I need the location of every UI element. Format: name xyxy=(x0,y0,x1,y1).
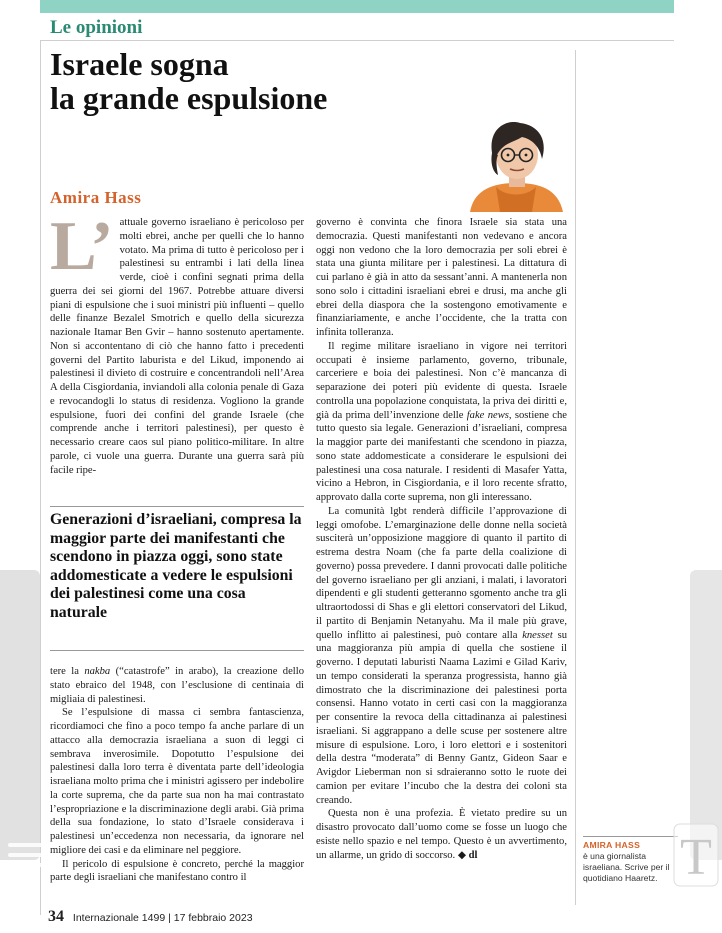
page-footer xyxy=(48,908,253,926)
paragraph: Se l’espulsione di massa ci sembra fantascienza, ricordiamoci che fino a poco tempo fa anche parlare di un attacco alla democrazia israeliana a suon di leggi ci sembrava inverosimile. Dopotutto l’espulsione dei palestinesi dalla loro terra è diventata parte dell’ideologia israeliana molto prima che i ministri agissero per indebolire la corte suprema, che da parte sua non ha mai contrastato l’espropriazione e la discriminazione degli arabi. Già prima della sua fondazione, lo stato d’Israele considerava i palestinesi un’eccedenza non necessaria, da ignorare nel migliore dei casi e da eliminare nel peggiore. xyxy=(50,707,304,856)
end-mark: ◆ dl xyxy=(457,849,478,861)
article-column-a-continued xyxy=(50,665,304,885)
author-byline: Amira Hass xyxy=(50,188,142,207)
author-portrait-illustration xyxy=(466,117,566,212)
paragraph: attuale governo israeliano è pericoloso per molti ebrei, anche per quelli che lo hanno votato. Ma prima di tutto è pericoloso per i palestinesi su entrambi i lati della linea verde, cioè i confini segnati prima della guerra dei sei giorni del 1967. Potrebbe attuare diversi piani di espulsione che i suoi ministri più influenti – quello delle finanze Bezalel Smotrich e quello della sicurezza nazionale Itamar Ben Gvir – hanno sostenuto apertamente. Non si accontentano di ciò che hanno fatto i precedenti governi del Partito laburista e del Likud, imponendo ai palestinesi il divieto di costruire e concentrandoli nell’Area A della Cisgiordania, inviandoli alla colonia penale di Gaza e revocandogli lo status di residenza. Vogliono la grande espulsione, fuori dei confini del grande Israele (che comprende anche i territori palestinesi), per questo è necessario creare caos sul piano politico-militare. In altre parole, ci vuole una guerra. Durante una guerra sarà più facile ripe- xyxy=(50,217,304,476)
paragraph-text: Questa non è una profezia. È vietato predire su un disastro provocato dall’uomo come se fosse un luogo che esiste nello spazio e nel tempo. Questo è un avvertimento, un allarme, un grido di soccorso. xyxy=(316,808,567,861)
reader-logo-icon[interactable] xyxy=(670,820,722,890)
right-edge-overlay[interactable] xyxy=(690,570,722,860)
left-column-rule xyxy=(40,40,41,915)
left-edge-overlay[interactable] xyxy=(0,570,40,860)
headline-line-2: la grande espulsione xyxy=(50,80,328,116)
bio-name: AMIRA HASS xyxy=(583,840,641,850)
paragraph: Il pericolo di espulsione è concreto, perché la maggior parte degli israeliani che manifestano contro il xyxy=(50,858,304,884)
menu-icon[interactable] xyxy=(8,843,44,873)
drop-cap: L’ xyxy=(50,208,114,285)
pullquote-rule-bottom xyxy=(50,650,304,651)
headline xyxy=(50,47,470,115)
top-color-bar xyxy=(40,0,674,13)
paragraph: Il regime militare israeliano in vigore nei territori occupati è insieme parlamento, governo, tribunale, carceriere e boia dei palestinesi. Non c’è mancanza di separazione dei poteri più evidente di questa. Israele controlla una popolazione conquistata, la priva dei diritti e, già da prima dell’invenzione delle fake news, sostiene che tutto questo sia legale. Generazioni d’israeliani, compresa la maggior parte dei manifestanti che scendono in piazza, sono state addomesticate a considerare le espulsioni dei palestinesi una cosa naturale. I residenti di Masafer Yatta, vicino a Hebron, in Cisgiordania, e il loro recente sfratto, approvato dalla corte suprema, non gli interessano. xyxy=(316,340,568,503)
top-rule xyxy=(40,40,674,41)
article-column-b xyxy=(316,216,567,862)
author-bio xyxy=(583,840,675,884)
bio-text: è una giornalista israeliana. Scrive per il quotidiano Haaretz. xyxy=(583,851,670,883)
page-number: 34 xyxy=(48,908,64,925)
section-label: Le opinioni xyxy=(50,17,143,38)
paragraph xyxy=(316,807,567,862)
headline-line-1: Israele sogna xyxy=(50,46,229,82)
paragraph: tere la nakba (“catastrofe” in arabo), la creazione dello stato ebraico del 1948, con l’esclusione di centinaia di migliaia di palestinesi. xyxy=(50,666,304,705)
issue-info: Internazionale 1499 | 17 febbraio 2023 xyxy=(72,912,253,924)
bio-rule xyxy=(583,836,678,837)
right-column-rule xyxy=(575,50,576,905)
article-column-a xyxy=(50,208,304,477)
pullquote: Generazioni d’israeliani, compresa la maggior parte dei manifestanti che scendono in piazza oggi, sono state addomesticate a vedere le espulsioni dei palestinesi come una cosa naturale xyxy=(50,511,302,621)
pullquote-rule-top xyxy=(50,506,304,507)
reader-logo-letter: T xyxy=(680,829,712,886)
paragraph: La comunità lgbt renderà difficile l’approvazione di leggi omofobe. L’emarginazione delle donne nella società susciterà un’opposizione maggiore di quanto il partito di estrema destra Noam (che fa parte della coalizione di governo) possa prevedere. I danni provocati dalle politiche del governo israeliano per gli anziani, i malati, i lavoratori dipendenti e gli studenti getteranno sgomento anche tra gli ultraortodossi di Shas e gli elettori conservatori del Likud, il partito di Benjamin Netanyahu. Ma il male più grave, quello inflitto ai palestinesi, può contare alla knesset su una maggioranza più ampia di quella che sostiene il governo. I deputati laburisti Naama Lazimi e Gilad Kariv, un tempo considerati la speranza progressista, hanno già dimostrato che la discriminazione dei palestinesi porta consensi. Hanno votato in certi casi con la maggioranza per consentire la revoca della cittadinanza ai palestinesi israeliani. Si aggrappano a delle scuse per sostenere altre misure di espulsione. Loro, i loro elettori e i sostenitori della destra “moderata” di Benny Gantz, Gideon Saar e Avigdor Lieberman non si sdraieranno sotto le ruote dei camion per evitare l’incubo che la destra dei coloni sta creando. xyxy=(316,505,567,806)
paragraph: governo è convinta che finora Israele sia stata una democrazia. Questi manifestanti non vedevano e ancora oggi non vedono che la loro democrazia per soli ebrei è stata una giunta militare per i palestinesi. La dittatura di cui parlano è già in atto da sessant’anni. A mantenerla non sono solo i cittadini israeliani ebrei e drusi, ma anche gli ebrei della diaspora che la sostengono emotivamente e finanziariamente, e anche l’occidente, che la tratta con infinita tolleranza. xyxy=(316,217,567,338)
